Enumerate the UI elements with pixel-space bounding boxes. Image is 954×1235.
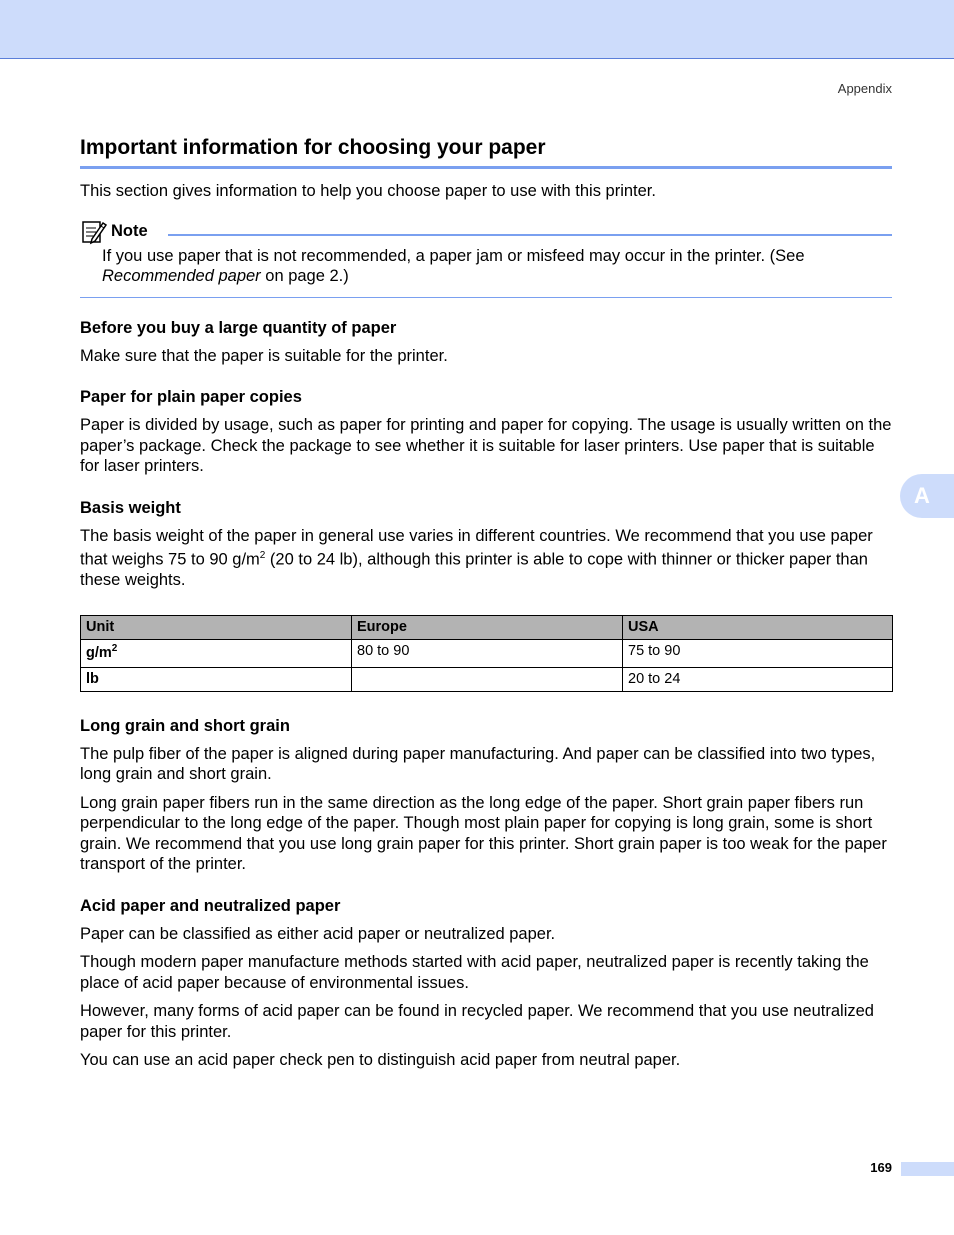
- table-cell-usa: 20 to 24: [623, 667, 893, 691]
- header-band: [0, 0, 954, 59]
- note-text-after: on page 2.): [260, 267, 349, 285]
- section-paragraph: The pulp fiber of the paper is aligned during paper manufacturing. And paper can be classified into two types, long grain and short grain.: [80, 744, 876, 783]
- table-row: [81, 639, 893, 667]
- note-text-before: If you use paper that is not recommended, a paper jam or misfeed may occur in the printer. (See: [102, 246, 805, 265]
- page-title: Important information for choosing your paper: [80, 136, 892, 169]
- section-heading: Basis weight: [80, 498, 181, 517]
- section-paragraph: Paper is divided by usage, such as paper for printing and paper for copying. The usage is usually written on the paper’s package. Check the package to see whether it is suitable for laser printers. Use paper that is suitable for laser printers.: [80, 416, 892, 475]
- appendix-side-tab: [900, 474, 954, 518]
- section-paragraph: You can use an acid paper check pen to distinguish acid paper from neutral paper.: [80, 1051, 681, 1069]
- note-label: Note: [111, 222, 148, 240]
- unit-text: g/m: [86, 644, 112, 661]
- section-plain-copies: [80, 387, 892, 477]
- section-grain: [80, 716, 892, 875]
- section-paragraph: [80, 526, 892, 591]
- table-header-europe: Europe: [352, 615, 623, 639]
- table-header-usa: USA: [623, 615, 893, 639]
- basis-text-b: (20 to 24 lb), although this printer is able to cope with thinner or thicker paper than these weights.: [80, 550, 868, 589]
- intro-paragraph: This section gives information to help you choose paper to use with this printer.: [80, 182, 656, 200]
- basis-superscript: 2: [259, 550, 266, 561]
- page-content: [80, 136, 892, 1071]
- table-cell-unit: lb: [81, 667, 352, 691]
- side-tab-letter: A: [914, 483, 930, 508]
- page-number-bar: [901, 1162, 954, 1176]
- basis-text-a: The basis weight of the paper in general use varies in different countries. We recommend that you use paper that weighs 75 to 90 g/m: [80, 526, 873, 569]
- section-paragraph: Long grain paper fibers run in the same direction as the long edge of the paper. Short grain paper fibers run perpendicular to the long edge of the paper. Though most plain paper for copying is long grain, some is short grain. We recommend that you use long grain paper for this printer. Short grain paper is too weak for the paper transport of the printer.: [80, 793, 887, 873]
- section-heading: Before you buy a large quantity of paper: [80, 318, 397, 337]
- note-divider: [168, 234, 892, 236]
- table-header-row: [81, 615, 893, 639]
- table-row: [81, 667, 893, 691]
- table-header-unit: Unit: [81, 615, 352, 639]
- section-heading: Long grain and short grain: [80, 716, 290, 735]
- note-box: [80, 218, 892, 298]
- section-paragraph: Make sure that the paper is suitable for the printer.: [80, 346, 448, 365]
- note-pencil-icon: [81, 219, 107, 245]
- running-title: Appendix: [837, 81, 892, 96]
- section-heading: Acid paper and neutralized paper: [80, 896, 341, 915]
- unit-superscript: 2: [111, 642, 118, 654]
- section-paragraph: Though modern paper manufacture methods started with acid paper, neutralized paper is recently taking the place of acid paper because of environmental issues.: [80, 953, 869, 992]
- basis-weight-table: [80, 615, 893, 692]
- note-link-recommended-paper[interactable]: Recommended paper: [102, 267, 261, 285]
- table-cell-europe: 80 to 90: [352, 639, 623, 667]
- section-paragraph: Paper can be classified as either acid paper or neutralized paper.: [80, 924, 556, 943]
- note-header: [80, 218, 892, 246]
- note-text: [80, 246, 892, 298]
- section-heading: Paper for plain paper copies: [80, 388, 302, 406]
- table-cell-europe: [352, 667, 623, 691]
- section-acid: [80, 896, 892, 1071]
- page-number: 169: [870, 1160, 892, 1175]
- section-buy: [80, 318, 892, 367]
- table-cell-usa: 75 to 90: [623, 639, 893, 667]
- section-basis-weight: [80, 498, 892, 692]
- section-paragraph: However, many forms of acid paper can be found in recycled paper. We recommend that you use neutralized paper for this printer.: [80, 1002, 874, 1041]
- table-cell-unit: [81, 639, 352, 667]
